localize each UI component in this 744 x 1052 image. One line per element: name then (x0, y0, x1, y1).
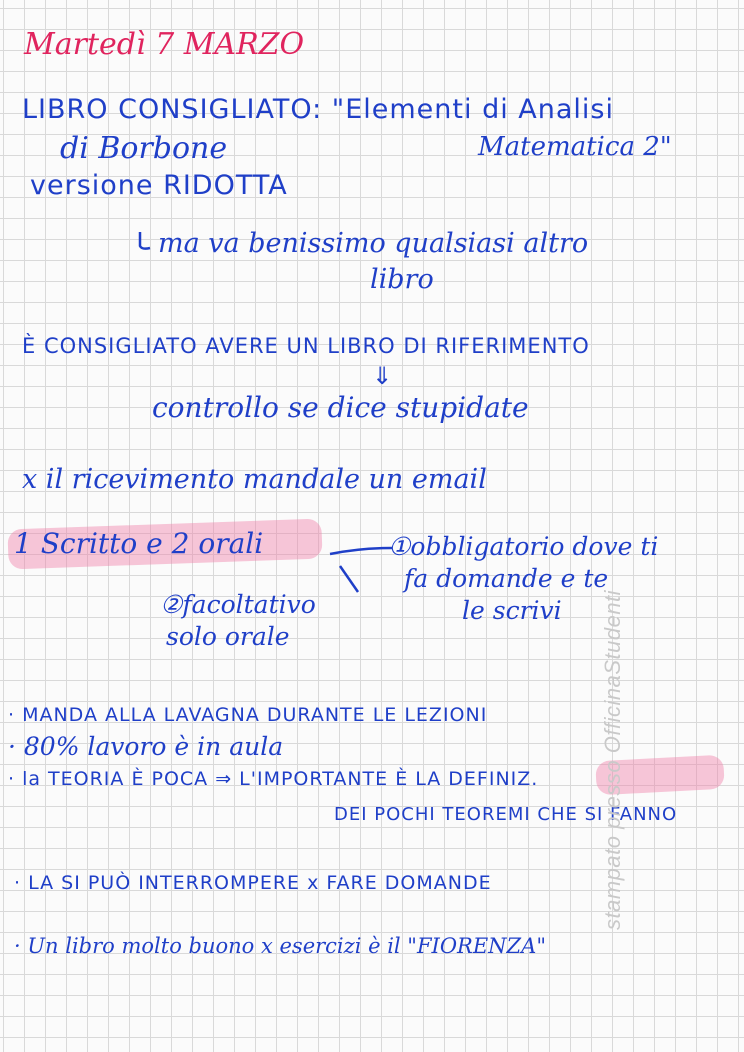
exam-oral2-line-1: ②facoltativo (160, 590, 316, 619)
book-alt-line-2: libro (370, 264, 434, 295)
bullet-3: · la TEORIA È POCA ⇒ L'IMPORTANTE È LA DEFINIZ. (8, 768, 539, 790)
bullet-5: · Un libro molto buono x esercizi è il "FIORENZA" (14, 934, 546, 958)
exam-main: 1 Scritto e 2 orali (14, 527, 264, 560)
exam-oral2-line-2: solo orale (166, 622, 290, 651)
date-heading: Martedì 7 MARZO (24, 27, 305, 62)
bullet-4: · LA SI PUÒ INTERROMPERE x FARE DOMANDE (14, 872, 492, 894)
book-author: di Borbone (60, 131, 228, 166)
book-line-1: LIBRO CONSIGLIATO: "Elementi di Analisi (22, 94, 614, 125)
bullet-1: · MANDA ALLA LAVAGNA DURANTE LE LEZIONI (8, 704, 488, 726)
watermark: stampato presso OfficinaStudenti (600, 589, 625, 930)
exam-oral1-line-2: fa domande e te (404, 564, 609, 593)
reception-note: x il ricevimento mandale un email (22, 464, 487, 495)
book-version: versione RIDOTTA (30, 170, 288, 201)
book-title-2: Matematica 2" (478, 132, 672, 162)
reference-check: controllo se dice stupidate (152, 391, 529, 424)
exam-oral1-line-3: le scrivi (462, 596, 562, 625)
book-alt-line-1: ma va benissimo qualsiasi altro (158, 228, 589, 259)
bullet-2: · 80% lavoro è in aula (8, 732, 284, 761)
reference-arrow: ⇓ (372, 362, 393, 390)
bullet-3-continued: DEI POCHI TEOREMI CHE SI FANNO (334, 804, 678, 825)
reference-book: È CONSIGLIATO AVERE UN LIBRO DI RIFERIMENTO (22, 334, 590, 358)
exam-oral1-line-1: ①obbligatorio dove ti (388, 532, 659, 561)
